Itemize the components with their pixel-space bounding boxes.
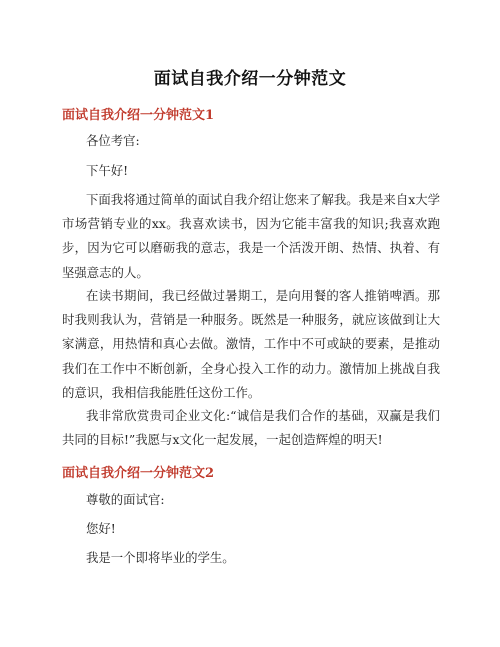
section-heading-2: 面试自我介绍一分钟范文2 [62,466,215,481]
salutation-line-2: 您好! [86,521,116,536]
section-heading-1: 面试自我介绍一分钟范文1 [62,108,215,123]
paragraph-student: 我是一个即将毕业的学生。 [86,550,235,565]
greeting-line: 各位考官: [86,133,140,148]
document-title: 面试自我介绍一分钟范文 [153,69,347,89]
paragraph-experience: 在读书期间，我已经做过暑期工，是向用餐的客人推销啤酒。那时我则我认为，营销是一种服务。既然是一种服务，就应该做到让大家满意，用热情和真心去做。激情，工作中不可或缺的要素，是推动我们在工作中不断创新，全身心投入工作的动力。激情加上挑战自我的意识，我相信我能胜任这份工作。 [62,288,440,400]
salutation-line: 下午好! [86,163,129,178]
paragraph-culture: 我非常欣赏贵司企业文化:“诚信是我们合作的基础，双赢是我们共同的目标!”我愿与x文化一起发展，一起创造辉煌的明天! [62,408,440,448]
paragraph-intro: 下面我将通过简单的面试自我介绍让您来了解我。我是来自x大学市场营销专业的xx。我喜欢读书，因为它能丰富我的知识;我喜欢跑步，因为它可以磨砺我的意志，我是一个活泼开朗、热情、执着、有坚强意志的人。 [62,192,440,280]
greeting-line-2: 尊敬的面试官: [86,492,165,507]
